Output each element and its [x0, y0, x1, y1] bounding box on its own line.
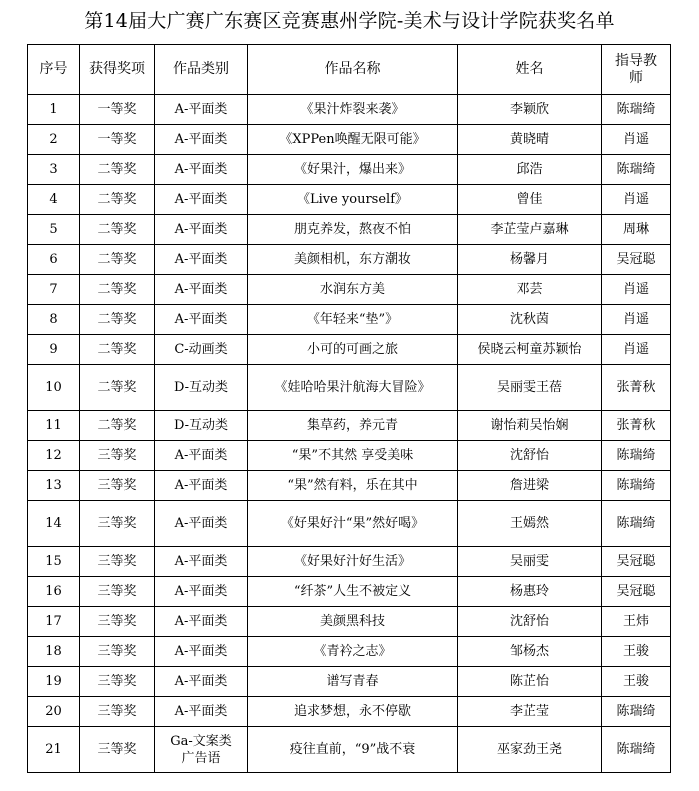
- cell-category: A-平面类: [155, 155, 248, 185]
- cell-no: 1: [28, 95, 80, 125]
- table-row: [28, 185, 671, 215]
- cell-name: 侯晓云柯童苏颖怡: [458, 335, 602, 365]
- cell-work: “纤茶”人生不被定义: [248, 577, 458, 607]
- cell-no: 2: [28, 125, 80, 155]
- cell-name: 谢怡莉吴怡娴: [458, 411, 602, 441]
- cell-name: 黄晓晴: [458, 125, 602, 155]
- page-title: 第14届大广赛广东赛区竞赛惠州学院-美术与设计学院获奖名单: [84, 10, 615, 32]
- cell-advisor: 陈瑞绮: [602, 441, 671, 471]
- cell-advisor: 肖遥: [602, 125, 671, 155]
- cell-category: A-平面类: [155, 637, 248, 667]
- table-row: [28, 245, 671, 275]
- cell-name: 吴丽雯: [458, 547, 602, 577]
- table-row: [28, 667, 671, 697]
- cell-work: 朋克养发，熬夜不怕: [248, 215, 458, 245]
- cell-category: D-互动类: [155, 411, 248, 441]
- cell-category: A-平面类: [155, 245, 248, 275]
- cell-no: 21: [28, 727, 80, 773]
- cell-no: 6: [28, 245, 80, 275]
- cell-award: 二等奖: [80, 305, 155, 335]
- cell-award: 二等奖: [80, 411, 155, 441]
- cell-name: 王嫣然: [458, 501, 602, 547]
- table-row: [28, 305, 671, 335]
- cell-category: A-平面类: [155, 185, 248, 215]
- table-body: [28, 95, 671, 773]
- table-row: [28, 411, 671, 441]
- cell-advisor: 肖遥: [602, 275, 671, 305]
- cell-award: 三等奖: [80, 667, 155, 697]
- cell-no: 10: [28, 365, 80, 411]
- table-row: [28, 727, 671, 773]
- cell-award: 三等奖: [80, 697, 155, 727]
- table-row: [28, 637, 671, 667]
- cell-work: “果”然有料，乐在其中: [248, 471, 458, 501]
- table-row: [28, 275, 671, 305]
- cell-name: 邱浩: [458, 155, 602, 185]
- cell-name: 李芷莹卢嘉琳: [458, 215, 602, 245]
- cell-category: A-平面类: [155, 501, 248, 547]
- cell-no: 19: [28, 667, 80, 697]
- cell-category: Ga-文案类广告语: [155, 727, 248, 773]
- cell-name: 沈舒怡: [458, 607, 602, 637]
- table-row: [28, 471, 671, 501]
- table-row: [28, 95, 671, 125]
- cell-work: 《果汁炸裂来袭》: [248, 95, 458, 125]
- cell-advisor: 陈瑞绮: [602, 471, 671, 501]
- cell-award: 三等奖: [80, 607, 155, 637]
- cell-award: 三等奖: [80, 727, 155, 773]
- cell-advisor: 陈瑞绮: [602, 95, 671, 125]
- cell-category: A-平面类: [155, 95, 248, 125]
- cell-award: 三等奖: [80, 637, 155, 667]
- cell-award: 三等奖: [80, 501, 155, 547]
- cell-award: 二等奖: [80, 155, 155, 185]
- cell-advisor: 张菁秋: [602, 411, 671, 441]
- cell-work: 美颜黑科技: [248, 607, 458, 637]
- cell-category: A-平面类: [155, 471, 248, 501]
- cell-no: 20: [28, 697, 80, 727]
- cell-advisor: 肖遥: [602, 185, 671, 215]
- cell-name: 曾佳: [458, 185, 602, 215]
- cell-work: 美颜相机，东方潮妆: [248, 245, 458, 275]
- cell-advisor: 王骏: [602, 637, 671, 667]
- cell-work: 《年轻来“垫”》: [248, 305, 458, 335]
- cell-name: 吴丽雯王蓓: [458, 365, 602, 411]
- cell-category: A-平面类: [155, 441, 248, 471]
- column-header-name: 姓名: [458, 45, 602, 95]
- column-header-work: 作品名称: [248, 45, 458, 95]
- cell-category: D-互动类: [155, 365, 248, 411]
- cell-advisor: 陈瑞绮: [602, 501, 671, 547]
- cell-name: 沈秋茵: [458, 305, 602, 335]
- cell-category: A-平面类: [155, 667, 248, 697]
- cell-work: 疫往直前，“9”战不衰: [248, 727, 458, 773]
- cell-no: 9: [28, 335, 80, 365]
- cell-no: 11: [28, 411, 80, 441]
- table-row: [28, 441, 671, 471]
- cell-advisor: 吴冠聪: [602, 577, 671, 607]
- cell-work: 《好果好汁好生活》: [248, 547, 458, 577]
- cell-category: A-平面类: [155, 697, 248, 727]
- cell-advisor: 肖遥: [602, 305, 671, 335]
- cell-award: 二等奖: [80, 215, 155, 245]
- cell-advisor: 张菁秋: [602, 365, 671, 411]
- table-row: [28, 155, 671, 185]
- cell-work: 集草药，养元青: [248, 411, 458, 441]
- cell-award: 二等奖: [80, 275, 155, 305]
- cell-name: 邓芸: [458, 275, 602, 305]
- cell-no: 16: [28, 577, 80, 607]
- cell-advisor: 陈瑞绮: [602, 697, 671, 727]
- cell-advisor: 肖遥: [602, 335, 671, 365]
- table-row: [28, 607, 671, 637]
- cell-work: 小可的可画之旅: [248, 335, 458, 365]
- cell-no: 18: [28, 637, 80, 667]
- cell-category: A-平面类: [155, 577, 248, 607]
- table-row: [28, 335, 671, 365]
- cell-work: 《娃哈哈果汁航海大冒险》: [248, 365, 458, 411]
- cell-no: 14: [28, 501, 80, 547]
- cell-award: 一等奖: [80, 125, 155, 155]
- table-row: [28, 697, 671, 727]
- cell-name: 李颖欣: [458, 95, 602, 125]
- cell-award: 二等奖: [80, 335, 155, 365]
- cell-category: A-平面类: [155, 215, 248, 245]
- cell-category: A-平面类: [155, 607, 248, 637]
- cell-award: 二等奖: [80, 365, 155, 411]
- cell-advisor: 陈瑞绮: [602, 727, 671, 773]
- cell-award: 二等奖: [80, 185, 155, 215]
- column-header-category: 作品类别: [155, 45, 248, 95]
- table-row: [28, 577, 671, 607]
- cell-no: 4: [28, 185, 80, 215]
- cell-work: 水润东方美: [248, 275, 458, 305]
- cell-name: 杨惠玲: [458, 577, 602, 607]
- table-header: [28, 45, 671, 95]
- column-header-award: 获得奖项: [80, 45, 155, 95]
- cell-no: 3: [28, 155, 80, 185]
- cell-work: 《Live yourself》: [248, 185, 458, 215]
- cell-award: 三等奖: [80, 441, 155, 471]
- cell-work: 追求梦想，永不停歇: [248, 697, 458, 727]
- cell-work: 谱写青春: [248, 667, 458, 697]
- cell-work: 《青衿之志》: [248, 637, 458, 667]
- cell-no: 12: [28, 441, 80, 471]
- cell-name: 杨馨月: [458, 245, 602, 275]
- cell-advisor: 吴冠聪: [602, 245, 671, 275]
- cell-advisor: 王炜: [602, 607, 671, 637]
- awards-table: [27, 44, 671, 773]
- table-row: [28, 365, 671, 411]
- table-row: [28, 125, 671, 155]
- cell-work: 《好果汁，爆出来》: [248, 155, 458, 185]
- cell-no: 8: [28, 305, 80, 335]
- cell-category: C-动画类: [155, 335, 248, 365]
- table-row: [28, 215, 671, 245]
- cell-name: 沈舒怡: [458, 441, 602, 471]
- cell-award: 二等奖: [80, 245, 155, 275]
- cell-work: 《XPPen唤醒无限可能》: [248, 125, 458, 155]
- cell-work: “果”不其然 享受美味: [248, 441, 458, 471]
- cell-no: 5: [28, 215, 80, 245]
- header-row: [28, 45, 671, 95]
- cell-no: 13: [28, 471, 80, 501]
- table-row: [28, 501, 671, 547]
- cell-advisor: 王骏: [602, 667, 671, 697]
- cell-category: A-平面类: [155, 547, 248, 577]
- cell-name: 詹进梁: [458, 471, 602, 501]
- cell-award: 一等奖: [80, 95, 155, 125]
- cell-advisor: 吴冠聪: [602, 547, 671, 577]
- column-header-no: 序号: [28, 45, 80, 95]
- cell-award: 三等奖: [80, 577, 155, 607]
- cell-name: 巫家劲王尧: [458, 727, 602, 773]
- cell-advisor: 陈瑞绮: [602, 155, 671, 185]
- cell-category: A-平面类: [155, 125, 248, 155]
- cell-name: 陈芷怡: [458, 667, 602, 697]
- cell-category: A-平面类: [155, 275, 248, 305]
- cell-award: 三等奖: [80, 471, 155, 501]
- cell-no: 17: [28, 607, 80, 637]
- cell-no: 15: [28, 547, 80, 577]
- cell-no: 7: [28, 275, 80, 305]
- table-row: [28, 547, 671, 577]
- cell-name: 邹杨杰: [458, 637, 602, 667]
- column-header-advisor: 指导教师: [602, 45, 671, 95]
- cell-award: 三等奖: [80, 547, 155, 577]
- cell-advisor: 周琳: [602, 215, 671, 245]
- cell-category: A-平面类: [155, 305, 248, 335]
- cell-name: 李芷莹: [458, 697, 602, 727]
- cell-work: 《好果好汁“果”然好喝》: [248, 501, 458, 547]
